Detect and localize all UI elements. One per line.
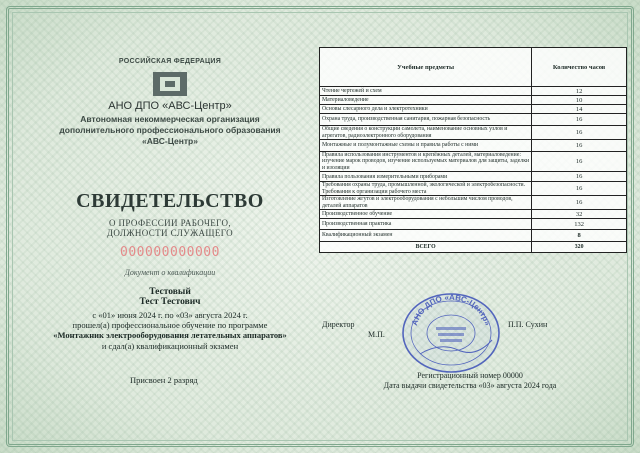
subjects-table-body (320, 87, 627, 253)
hours-cell: 16 (532, 182, 627, 196)
exam-statement: и сдал(а) квалификационный экзамен (101, 341, 239, 351)
subject-cell: Изготовление жгутов и электрооборудования с небольшим числом проводов, деталей аппаратов (320, 196, 532, 210)
hours-cell: 12 (532, 87, 627, 96)
director-name: П.П. Сухин (508, 320, 548, 329)
subtitle-line: О ПРОФЕССИИ РАБОЧЕГО, (108, 218, 232, 228)
holder-block (20, 287, 320, 307)
org-short-name: АНО ДПО «АВС-Центр» (108, 100, 232, 112)
table-row (320, 172, 627, 182)
subject-cell: Основы слесарного дела и электротехники (320, 105, 532, 114)
hours-cell: 14 (532, 105, 627, 114)
subtitle-line: ДОЛЖНОСТИ СЛУЖАЩЕГО (106, 228, 234, 238)
org-seal-stamp (400, 292, 502, 374)
subject-cell: Материаловедение (320, 96, 532, 105)
holder-name: Тест Тестович (139, 297, 201, 307)
subject-cell: Правила пользования измерительными приборами (320, 172, 532, 182)
seal-label: М.П. (368, 330, 385, 339)
total-label-cell: ВСЕГО (320, 242, 532, 253)
table-row (320, 114, 627, 126)
org-logo-icon (151, 70, 189, 98)
table-row (320, 87, 627, 96)
hours-column-header: Количество часов (532, 48, 627, 87)
org-full-line: «АВС-Центр» (142, 136, 198, 146)
org-full-line: дополнительного профессионального образования (59, 125, 281, 135)
table-row (320, 230, 627, 242)
subject-cell: Требования охраны труда, промышленной, экологической и электробезопасности. Требования к организации рабочего места (320, 182, 532, 196)
subject-cell: Чтение чертежей и схем (320, 87, 532, 96)
certificate-number: 000000000000 (120, 245, 220, 260)
document-subtitle (20, 218, 320, 238)
hours-cell: 16 (532, 140, 627, 152)
hours-cell: 16 (532, 152, 627, 172)
hours-cell: 16 (532, 114, 627, 126)
hours-cell: 32 (532, 210, 627, 219)
subject-cell: Производственная практика (320, 219, 532, 230)
table-header-row (320, 48, 627, 87)
table-row (320, 126, 627, 140)
subject-cell: Монтажные и полумонтажные схемы и правила работы с ними (320, 140, 532, 152)
org-full-name (20, 114, 320, 147)
subjects-table (319, 47, 627, 253)
table-row (320, 96, 627, 105)
hours-cell: 8 (532, 230, 627, 242)
hours-cell: 132 (532, 219, 627, 230)
hours-cell: 16 (532, 126, 627, 140)
table-total-row (320, 242, 627, 253)
table-row (320, 196, 627, 210)
table-row (320, 105, 627, 114)
rank-awarded: Присвоен 2 разряд (130, 375, 198, 385)
training-dates: с «01» июня 2024 г. по «03» августа 2024 г. (92, 310, 248, 320)
table-row (320, 219, 627, 230)
subject-cell: Охрана труда, производственная санитария, пожарная безопасность (320, 114, 532, 126)
org-full-line: Автономная некоммерческая организация (80, 114, 260, 124)
svg-text:АНО ДПО «АВС-Центр»: АНО ДПО «АВС-Центр» (409, 292, 492, 327)
country-label: РОССИЙСКАЯ ФЕДЕРАЦИЯ (118, 58, 222, 65)
subject-cell: Общие сведения о конструкции самолета, наименование основных узлов и агрегатов, радиоэлектронного оборудования (320, 126, 532, 140)
subject-cell: Правила использования инструментов и крепёжных деталей, материаловедение: изучение марок проводов, изучение используемых материалов для защиты, заделки и изоляции (320, 152, 532, 172)
document-type: Документ о квалификации (124, 268, 216, 277)
program-name: «Монтажник электрооборудования летательных аппаратов» (53, 330, 287, 340)
subject-column-header: Учебные предметы (320, 48, 532, 87)
hours-cell: 16 (532, 196, 627, 210)
hours-cell: 10 (532, 96, 627, 105)
document-title: СВИДЕТЕЛЬСТВО (76, 190, 264, 212)
issue-date: Дата выдачи свидетельства «03» августа 2024 года (383, 381, 557, 390)
director-label: Директор (322, 320, 355, 329)
training-statement: прошел(а) профессиональное обучение по программе (72, 320, 268, 330)
table-row (320, 140, 627, 152)
holder-surname: Тестовый (149, 287, 191, 297)
table-row (320, 152, 627, 172)
subject-cell: Квалификационный экзамен (320, 230, 532, 242)
registration-number: Регистрационный номер 00000 (417, 371, 523, 380)
hours-cell: 16 (532, 172, 627, 182)
table-row (320, 210, 627, 219)
subject-cell: Производственное обучение (320, 210, 532, 219)
table-row (320, 182, 627, 196)
total-hours-cell: 320 (532, 242, 627, 253)
